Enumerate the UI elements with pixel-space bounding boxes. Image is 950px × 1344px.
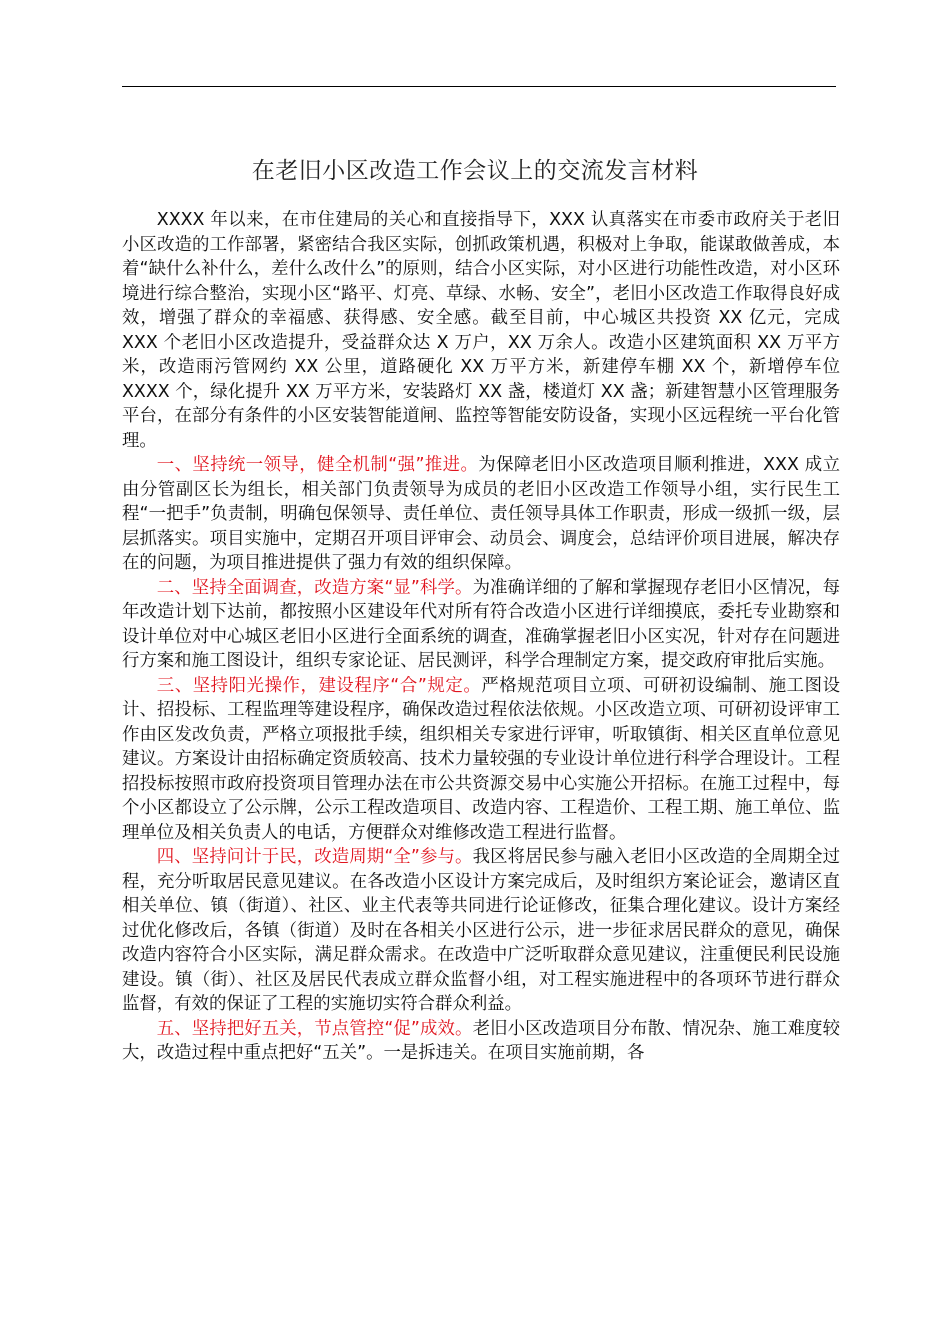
section-text-4: 我区将居民参与融入老旧小区改造的全周期全过程，充分听取居民意见建议。在各改造小区设计方案完成后，及时组织方案论证会，邀请区直相关单位、镇（街道）、社区、业主代表等共同进行论证修改，征集合理化建议。设计方案经过优化修改后，各镇（街道）及时在各相关小区进行公示，进一步征求居民群众的意见，确保改造内容符合小区实际，满足群众需求。在改造中广泛听取群众意见建议，注重便民利民设施建设。镇（街）、社区及居民代表成立群众监督小组，对工程实施进程中的各项环节进行群众监督，有效的保证了工程的实施切实符合群众利益。 (122, 847, 840, 1014)
section-text-1: 为保障老旧小区改造项目顺利推进，XXX 成立由分管副区长为组长，相关部门负责领导为成员的老旧小区改造工作领导小组，实行民生工程“一把手”负责制，明确包保领导、责任单位、责任领导具体工作职责，形成一级抓一级，层层抓落实。项目实施中，定期召开项目评审会、动员会、调度会，总结评价项目进展，解决存在的问题，为项目推进提供了强力有效的组织保障。 (122, 455, 840, 573)
section-paragraph-4 (122, 845, 840, 1017)
document-body (122, 208, 840, 1066)
section-heading-4: 四、坚持问计于民，改造周期“全”参与。 (156, 847, 473, 867)
document-title: 在老旧小区改造工作会议上的交流发言材料 (251, 158, 699, 184)
section-text-2: 为准确详细的了解和掌握现存老旧小区情况，每年改造计划下达前，都按照小区建设年代对所有符合改造小区进行详细摸底，委托专业勘察和设计单位对中心城区老旧小区进行全面系统的调查，准确掌握老旧小区实况，针对存在问题进行方案和施工图设计，组织专家论证、居民测评，科学合理制定方案，提交政府审批后实施。 (122, 577, 840, 671)
section-paragraph-2 (122, 576, 840, 674)
section-heading-5: 五、坚持把好五关，节点管控“促”成效。 (156, 1018, 473, 1039)
section-heading-2: 二、坚持全面调查，改造方案“显”科学。 (156, 577, 473, 598)
section-heading-3: 三、坚持阳光操作，建设程序“合”规定。 (156, 675, 482, 696)
section-paragraph-1 (122, 453, 840, 576)
section-paragraph-3 (122, 674, 840, 846)
section-heading-1: 一、坚持统一领导，健全机制“强”推进。 (156, 455, 479, 475)
header-rule (122, 86, 836, 87)
intro-paragraph: XXXX 年以来，在市住建局的关心和直接指导下，XXX 认真落实在市委市政府关于老旧小区改造的工作部署，紧密结合我区实际，创抓政策机遇，积极对上争取，能谋敢做善成，本着“缺什么补什么，差什么改什么”的原则，结合小区实际，对小区进行功能性改造，对小区环境进行综合整治，实现小区“路平、灯亮、草绿、水畅、安全”，老旧小区改造工作取得良好成效，增强了群众的幸福感、获得感、安全感。截至目前，中心城区共投资 XX 亿元，完成 XXX 个老旧小区改造提升，受益群众达 X 万户，XX 万余人。改造小区建筑面积 XX 万平方米，改造雨污管网约 XX 公里，道路硬化 XX 万平方米，新建停车棚 XX 个，新增停车位 XXXX 个，绿化提升 XX 万平方米，安装路灯 XX 盏，楼道灯 XX 盏；新建智慧小区管理服务平台，在部分有条件的小区安装智能道闸、监控等智能安防设备，实现小区远程统一平台化管理。 (122, 210, 840, 451)
section-text-3: 严格规范项目立项、可研初设编制、施工图设计、招投标、工程监理等建设程序，确保改造过程依法依规。小区改造立项、可研初设评审工作由区发改负责，严格立项报批手续，组织相关专家进行评审，听取镇街、相关区直单位意见建议。方案设计由招标确定资质较高、技术力量较强的专业设计单位进行科学合理设计。工程招投标按照市政府投资项目管理办法在市公共资源交易中心实施公开招标。在施工过程中，每个小区都设立了公示牌，公示工程改造项目、改造内容、工程造价、工程工期、施工单位、监理单位及相关负责人的电话，方便群众对维修改造工程进行监督。 (122, 675, 840, 843)
section-text-5: 老旧小区改造项目分布散、情况杂、施工难度较大，改造过程中重点把好“五关”。一是拆违关。在项目实施前期，各 (122, 1018, 840, 1063)
section-paragraph-5 (122, 1017, 840, 1066)
